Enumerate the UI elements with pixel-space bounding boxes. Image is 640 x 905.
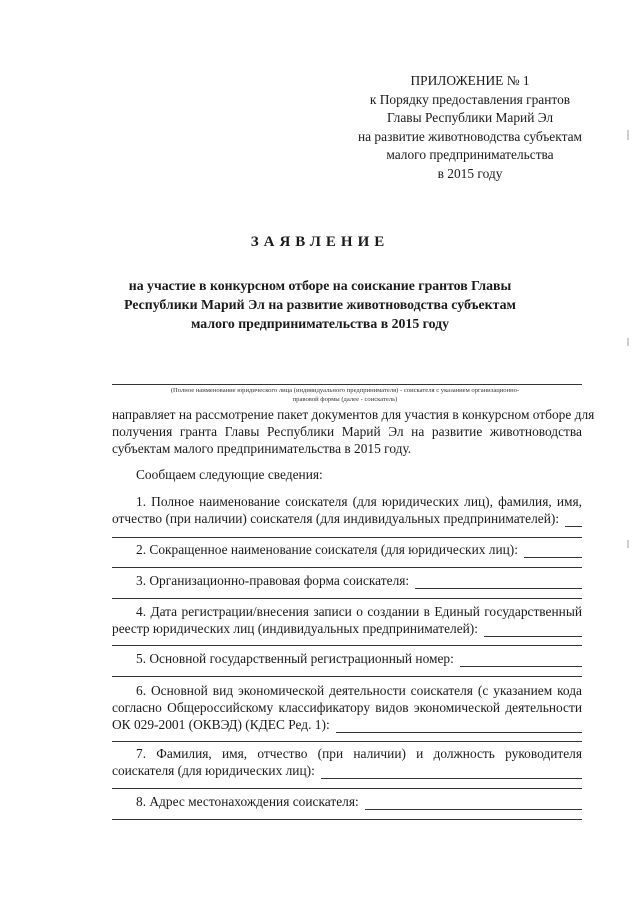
subtitle-line: на участие в конкурсном отборе на соискание грантов Главы <box>128 278 512 293</box>
applicant-name-caption <box>110 386 580 404</box>
item-7-text: 7. Фамилия, имя, отчество (при наличии) и должность руководителя <box>136 746 582 761</box>
item-1-text: 1. Полное наименование соискателя (для юридических лиц), фамилия, имя, <box>136 494 582 509</box>
appendix-line: в 2015 году <box>437 165 503 181</box>
item-7-text: соискателя (для юридических лиц): <box>112 763 315 778</box>
item-6-answer-line[interactable] <box>112 741 582 742</box>
item-1-answer-line[interactable] <box>112 537 582 538</box>
item-1-answer-line[interactable] <box>565 513 582 527</box>
item-8-row <box>136 793 582 810</box>
item-2-answer-line[interactable] <box>524 544 582 558</box>
item-6-row <box>112 716 582 733</box>
document-title: ЗАЯВЛЕНИЕ <box>250 234 390 250</box>
appendix-header <box>320 72 620 183</box>
item-6-answer-line[interactable] <box>336 719 582 733</box>
item-3-answer-line[interactable] <box>415 575 582 589</box>
intro-line: получения гранта Главы Республики Марий Эл на развитие животноводства <box>112 424 582 439</box>
item-2-answer-line[interactable] <box>112 567 582 568</box>
item-4-text: реестр юридических лиц (индивидуальных предпринимателей): <box>112 621 478 636</box>
subtitle-line: малого предпринимательства в 2015 году <box>191 316 449 331</box>
item-5-answer-line[interactable] <box>112 676 582 677</box>
item-4-row <box>112 620 582 637</box>
item-7-answer-line[interactable] <box>321 765 582 779</box>
item-1-row <box>112 510 582 527</box>
subtitle-line: Республики Марий Эл на развитие животноводства субъектам <box>124 297 516 312</box>
item-1-text: отчество (при наличии) соискателя (для индивидуальных предпринимателей): <box>112 511 560 526</box>
appendix-line: к Порядку предоставления грантов <box>369 91 571 107</box>
item-4-text: 4. Дата регистрации/внесения записи о создании в Единый государственный <box>136 604 582 619</box>
scan-mark <box>627 338 629 346</box>
scan-mark <box>627 540 629 548</box>
item-8-text: 8. Адрес местонахождения соискателя: <box>136 794 359 809</box>
item-3-text: 3. Организационно-правовая форма соискателя: <box>136 573 410 588</box>
item-8-answer-line[interactable] <box>365 796 582 810</box>
scan-mark <box>627 130 629 140</box>
item-5-row <box>136 650 582 667</box>
appendix-line: Главы Республики Марий Эл <box>386 110 554 125</box>
item-8-answer-line[interactable] <box>112 819 582 820</box>
notice-text: Сообщаем следующие сведения: <box>136 467 323 482</box>
item-6-text: ОК 029-2001 (ОКВЭД) (КДЕС Ред. 1): <box>112 717 330 732</box>
item-3-answer-line[interactable] <box>112 598 582 599</box>
item-4-answer-line[interactable] <box>112 645 582 646</box>
item-7-row <box>112 762 582 779</box>
document-subtitle <box>100 276 540 333</box>
item-7-answer-line[interactable] <box>112 788 582 789</box>
applicant-name-line <box>112 384 582 385</box>
caption-line: (Полное наименование юридического лица (индивидуального предпринимателя) - соискателя с указанием организационно- <box>170 387 520 394</box>
item-5-answer-line[interactable] <box>460 653 582 667</box>
item-5-text: 5. Основной государственный регистрационный номер: <box>136 651 454 666</box>
intro-text: направляет на рассмотрение пакет документов для участия в конкурсном отборе для <box>112 407 595 422</box>
item-6-text: согласно Общероссийскому классификатору видов экономической деятельности <box>112 700 582 715</box>
intro-line: субъектам малого предпринимательства в 2015 году. <box>112 441 412 456</box>
appendix-line: малого предпринимательства <box>386 147 554 162</box>
item-3-row <box>136 572 582 589</box>
appendix-title: ПРИЛОЖЕНИЕ № 1 <box>410 73 530 88</box>
intro-line <box>112 406 595 423</box>
appendix-line: на развитие животноводства субъектам <box>357 128 583 144</box>
item-2-text: 2. Сокращенное наименование соискателя (для юридических лиц): <box>136 542 518 557</box>
item-2-row <box>136 541 582 558</box>
caption-line: правовой формы (далее - соискатель) <box>292 396 398 403</box>
item-4-answer-line[interactable] <box>484 623 582 637</box>
item-6-text: 6. Основной вид экономической деятельности соискателя (с указанием кода <box>136 683 582 698</box>
